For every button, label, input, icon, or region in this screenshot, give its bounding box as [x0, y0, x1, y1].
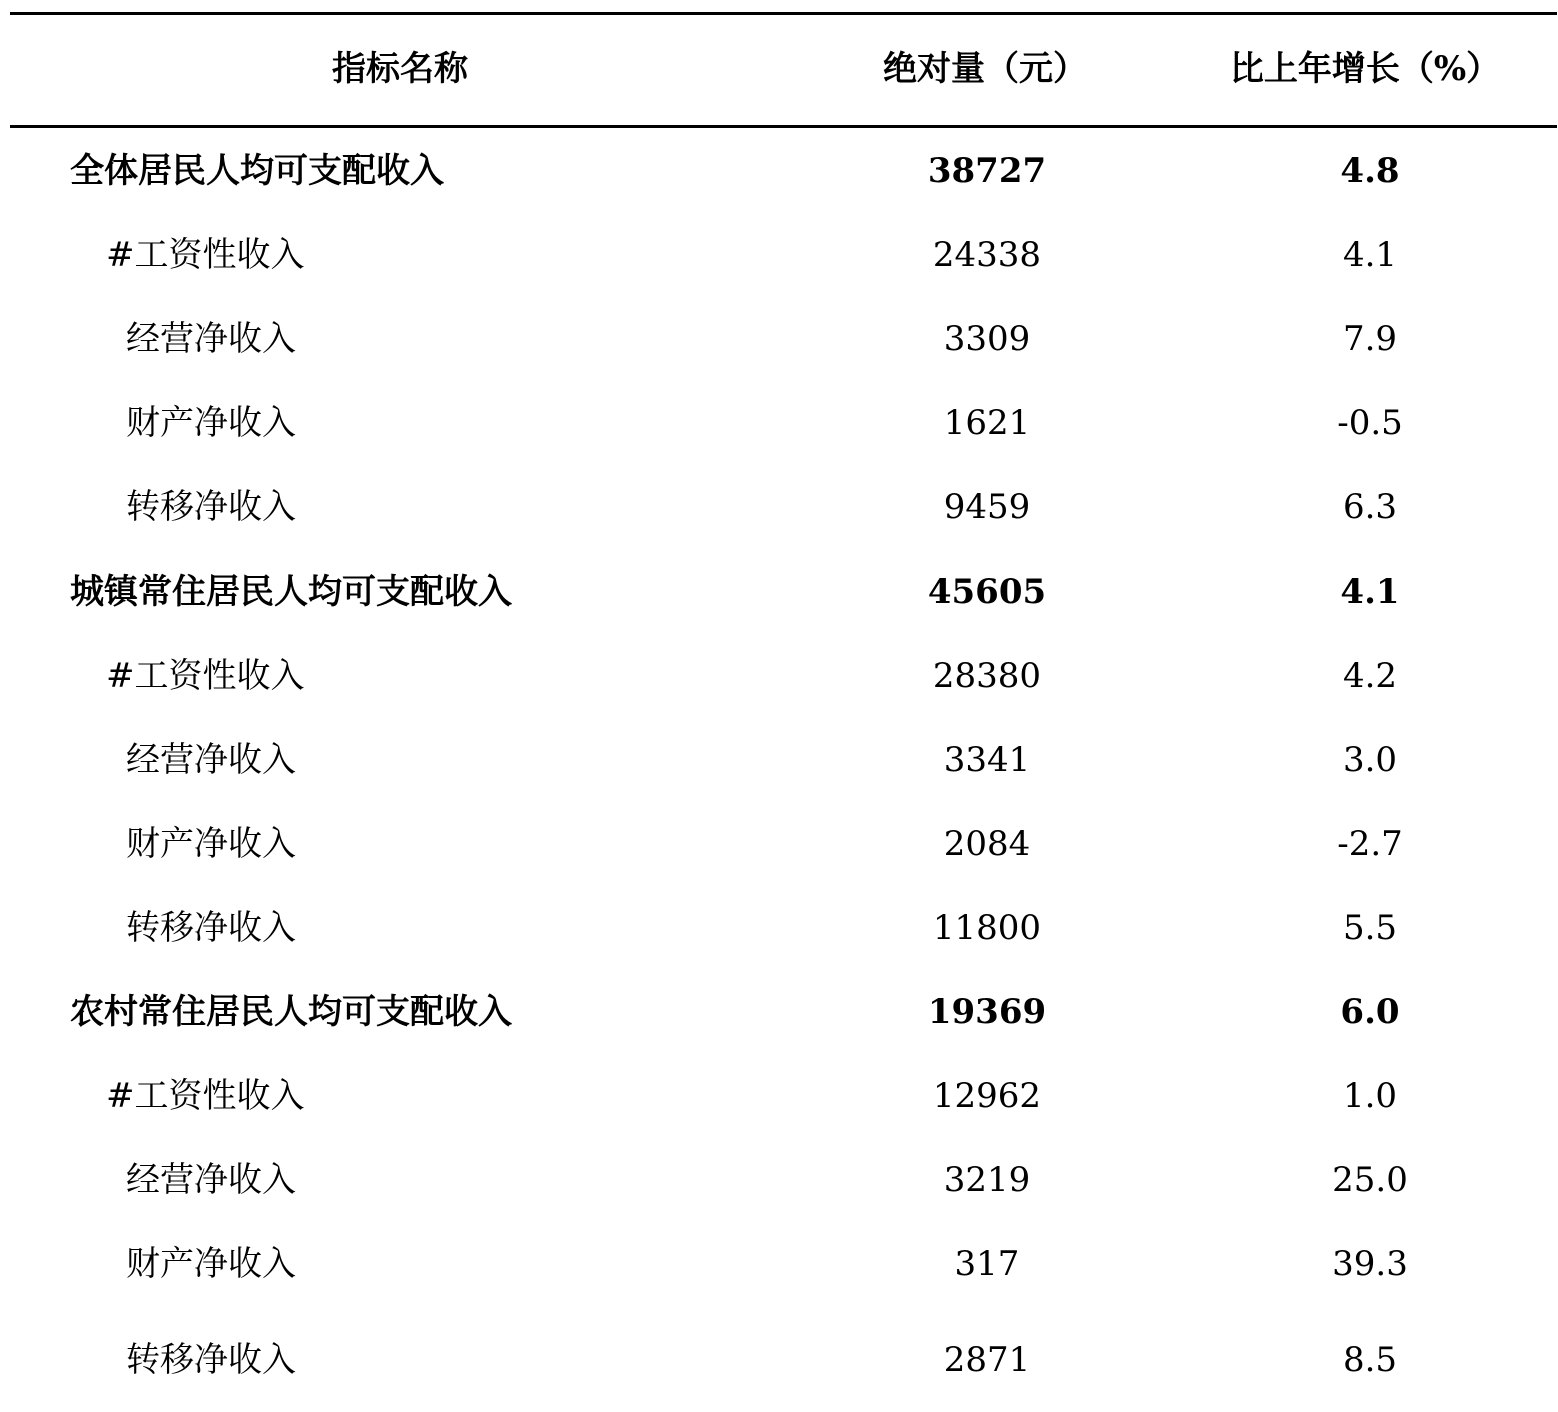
row-absolute: 24338: [932, 235, 1042, 275]
row-absolute: 2084: [943, 824, 1031, 864]
table-row: [0, 1318, 1558, 1402]
row-name: 财产净收入: [126, 403, 296, 443]
table-row: [0, 213, 1558, 297]
row-name: #工资性收入: [106, 1076, 305, 1116]
header-indicator-name: 指标名称: [332, 49, 468, 89]
row-name: 财产净收入: [126, 824, 296, 864]
row-growth: 4.8: [1340, 151, 1400, 191]
table-row: [0, 1054, 1558, 1138]
row-absolute: 38727: [927, 151, 1047, 191]
row-name: 转移净收入: [126, 487, 296, 527]
row-name: 经营净收入: [126, 740, 296, 780]
row-absolute: 3309: [943, 319, 1031, 359]
row-name: 城镇常住居民人均可支配收入: [70, 572, 512, 612]
row-growth: -2.7: [1337, 824, 1403, 864]
table-row: [0, 634, 1558, 718]
table-row: [0, 802, 1558, 886]
table-header-rule: [10, 125, 1557, 128]
row-absolute: 1621: [943, 403, 1031, 443]
row-name: 经营净收入: [126, 319, 296, 359]
row-name: 转移净收入: [126, 1340, 296, 1380]
row-absolute: 28380: [932, 656, 1042, 696]
table-row: [0, 550, 1558, 634]
row-name: 农村常住居民人均可支配收入: [70, 992, 512, 1032]
row-name: 经营净收入: [126, 1160, 296, 1200]
table-row: [0, 1222, 1558, 1306]
row-absolute: 3219: [943, 1160, 1031, 1200]
table-row: [0, 465, 1558, 549]
row-absolute: 3341: [943, 740, 1031, 780]
row-growth: 7.9: [1342, 319, 1398, 359]
header-absolute-amount: 绝对量（元）: [883, 49, 1087, 89]
row-name: #工资性收入: [106, 235, 305, 275]
row-growth: 4.2: [1342, 656, 1398, 696]
row-growth: 3.0: [1342, 740, 1398, 780]
row-absolute: 9459: [943, 487, 1031, 527]
header-growth-rate: 比上年增长（%）: [1229, 49, 1501, 89]
row-absolute: 19369: [927, 992, 1047, 1032]
row-absolute: 317: [954, 1244, 1020, 1284]
row-growth: 6.0: [1340, 992, 1400, 1032]
row-name: #工资性收入: [106, 656, 305, 696]
row-growth: 5.5: [1342, 908, 1398, 948]
row-growth: 1.0: [1342, 1076, 1398, 1116]
table-row: [0, 1138, 1558, 1222]
row-growth: 39.3: [1332, 1244, 1408, 1284]
row-growth: 4.1: [1340, 572, 1400, 612]
row-absolute: 12962: [932, 1076, 1042, 1116]
table-row: [0, 129, 1558, 213]
row-growth: 8.5: [1342, 1340, 1398, 1380]
table-row: [0, 718, 1558, 802]
row-name: 全体居民人均可支配收入: [70, 151, 444, 191]
table-header-row: [0, 15, 1558, 125]
row-absolute: 2871: [943, 1340, 1031, 1380]
table-row: [0, 886, 1558, 970]
table-row: [0, 297, 1558, 381]
table-row: [0, 970, 1558, 1054]
row-growth: 6.3: [1342, 487, 1398, 527]
row-growth: 25.0: [1332, 1160, 1408, 1200]
row-absolute: 45605: [927, 572, 1047, 612]
row-name: 财产净收入: [126, 1244, 296, 1284]
row-growth: 4.1: [1342, 235, 1398, 275]
row-growth: -0.5: [1337, 403, 1403, 443]
row-name: 转移净收入: [126, 908, 296, 948]
table-row: [0, 381, 1558, 465]
row-absolute: 11800: [932, 908, 1042, 948]
